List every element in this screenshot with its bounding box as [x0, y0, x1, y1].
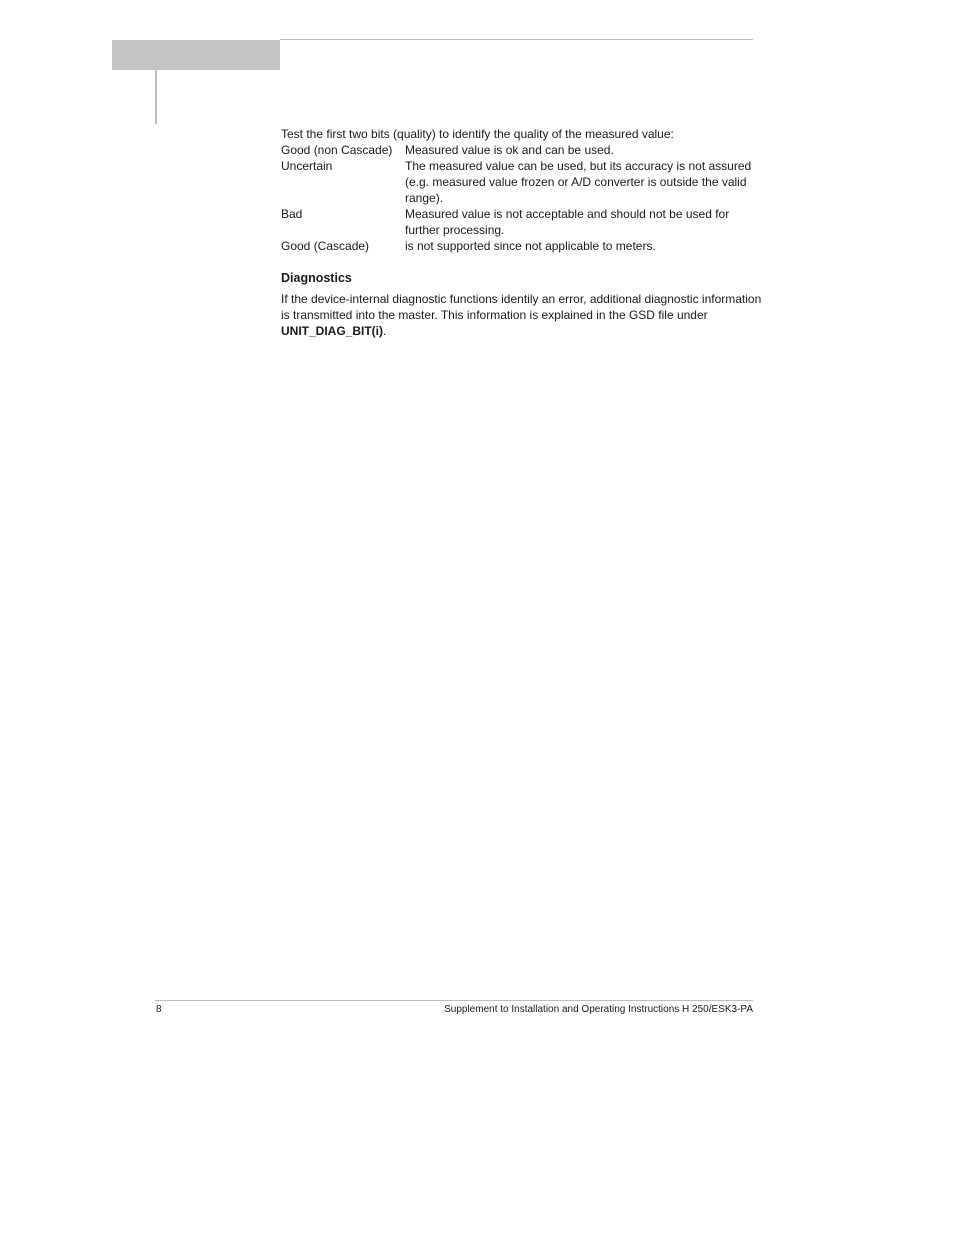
quality-description: The measured value can be used, but its accuracy is not assured (e.g. measured value frozen or A/D converter is outside the valid range). [405, 159, 752, 205]
quality-intro: Test the first two bits (quality) to identify the quality of the measured value: [281, 127, 674, 141]
diagnostics-keyword: UNIT_DIAG_BIT(i) [281, 324, 383, 338]
quality-row-good-cascade [281, 238, 763, 254]
diagnostics-heading: Diagnostics [281, 271, 352, 285]
page-number: 8 [156, 1004, 162, 1015]
quality-term: Bad [281, 207, 303, 221]
footer-rule [155, 1000, 753, 1001]
header-gray-block [112, 40, 280, 70]
header-rule [280, 39, 753, 40]
quality-term: Good (Cascade) [281, 239, 370, 253]
quality-row-uncertain [281, 158, 763, 206]
quality-description: Measured value is ok and can be used. [405, 143, 614, 157]
diagnostics-text: If the device-internal diagnostic functions identily an error, additional diagnostic information is transmitted into the master. This information is explained in the GSD file under [281, 292, 762, 322]
quality-description: Measured value is not acceptable and should not be used for further processing. [405, 207, 730, 237]
quality-term: Good (non Cascade) [281, 143, 393, 157]
page-content [281, 126, 763, 339]
quality-description: is not supported since not applicable to meters. [405, 239, 656, 253]
quality-term: Uncertain [281, 159, 333, 173]
footer-document-title: Supplement to Installation and Operating Instructions H 250/ESK3-PA [444, 1004, 753, 1015]
left-margin-bar [155, 70, 157, 124]
quality-row-bad [281, 206, 763, 238]
quality-row-good-non-cascade [281, 142, 763, 158]
diagnostics-paragraph [281, 291, 763, 339]
diagnostics-text-end: . [383, 324, 387, 338]
